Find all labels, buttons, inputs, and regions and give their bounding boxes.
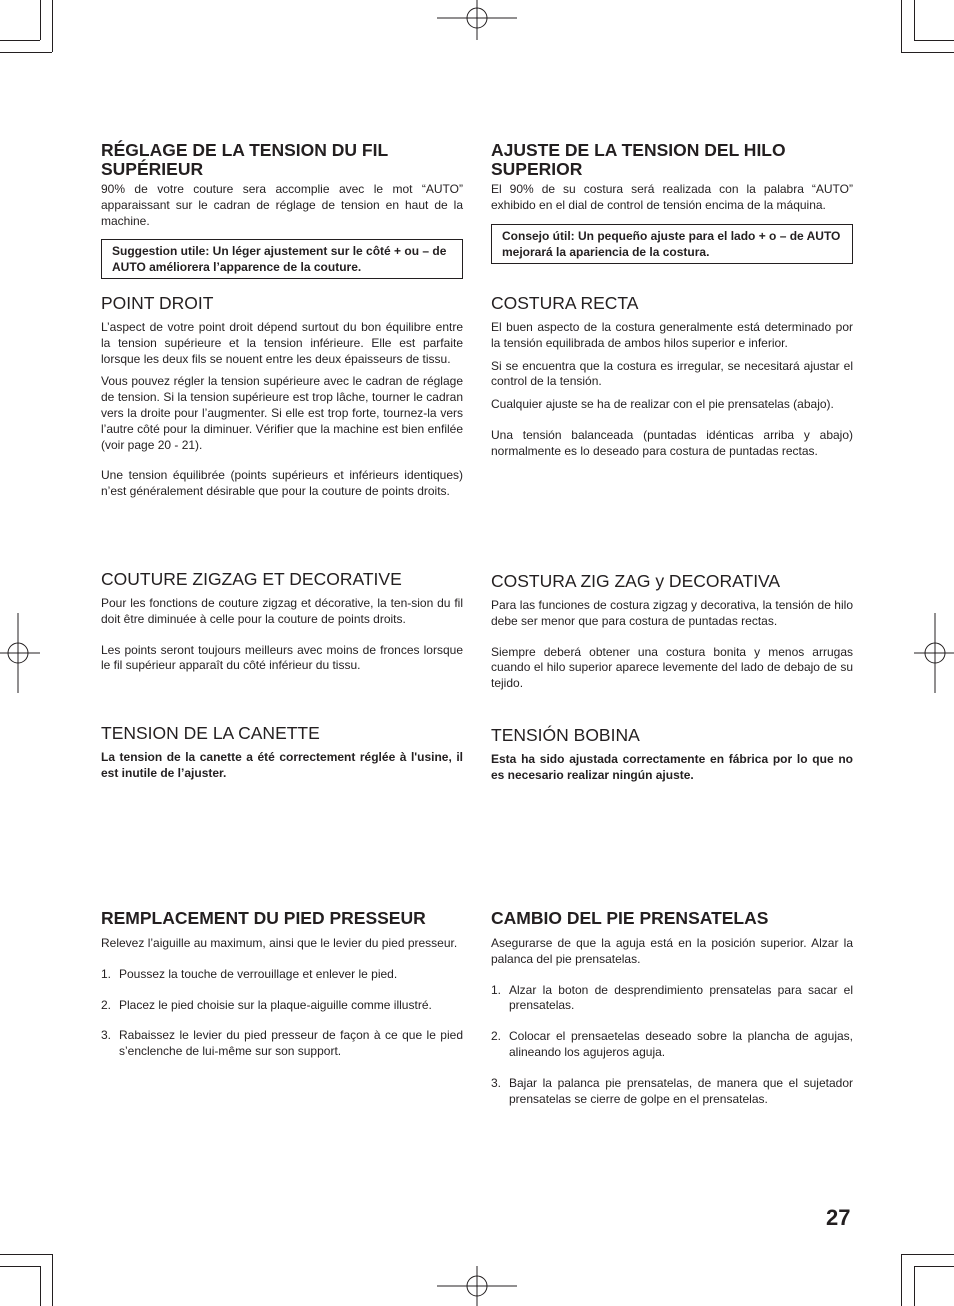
- fr-zigzag-p1: Pour les fonctions de couture zigzag et décorative, la ten-sion du fil doit être diminuée à celle pour la couture de points droits.: [101, 596, 463, 626]
- es-section-presser-foot: [491, 909, 853, 1107]
- fr-presser-foot-steps: [101, 967, 463, 1060]
- fr-straight-stitch-p2: Vous pouvez régler la tension supérieure avec le cadran de réglage de tension. Si la tension supérieure est trop lâche, tourner le cadran vers la droite pour l’augmenter. Si elle est trop forte, tournez-la vers l’autre côté pour la diminuer. Vérifier que la machine est bien enfilée (voir page 20 - 21).: [101, 374, 463, 452]
- es-upper-tension-body: El 90% de su costura será realizada con la palabra “AUTO” exhibido en el dial de control de tensión encima de la máquina.: [491, 182, 853, 212]
- fr-presser-foot-title: REMPLACEMENT DU PIED PRESSEUR: [101, 908, 426, 928]
- es-zigzag-title: COSTURA ZIG ZAG y DECORATIVA: [491, 571, 781, 591]
- es-presser-foot-title: CAMBIO DEL PIE PRENSATELAS: [491, 908, 769, 928]
- registration-mark-top: [437, 0, 517, 40]
- es-section-upper-tension: [491, 141, 853, 264]
- es-zigzag-p1: Para las funciones de costura zigzag y decorativa, la tensión de hilo debe ser menor que para costura de puntadas rectas.: [491, 598, 853, 628]
- fr-section-bobbin: [101, 724, 463, 782]
- fr-straight-stitch-p3: Une tension équilibrée (points supérieurs et inférieurs identiques) n’est généralement désirable que pour la couture de points droits.: [101, 468, 463, 499]
- fr-upper-tension-title: RÉGLAGE DE LA TENSION DU FIL SUPÉRIEUR: [101, 140, 388, 179]
- registration-mark-right: [914, 613, 954, 693]
- registration-mark-left: [0, 613, 40, 693]
- list-item: 2. Colocar el prensaetelas deseado sobre la plancha de agujas, alineando los agujeros aguja.: [491, 1029, 853, 1059]
- fr-upper-tension-tip: Suggestion utile: Un léger ajustement sur le côté + ou – de AUTO améliorera l’apparence de la couture.: [101, 239, 463, 279]
- es-presser-foot-intro: Asegurarse de que la aguja está en la posición superior. Alzar la palanca del pie prensatelas.: [491, 936, 853, 966]
- list-item: 1. Alzar la boton de desprendimiento prensatelas para sacar el prensatelas.: [491, 982, 853, 1013]
- es-upper-tension-tip: Consejo útil: Un pequeño ajuste para el lado + o – de AUTO mejorará la apariencia de la costura.: [491, 224, 853, 264]
- es-presser-foot-steps: [491, 983, 853, 1108]
- es-straight-stitch-p3: Cualquier ajuste se ha de realizar con el pie prensatelas (abajo).: [491, 397, 834, 412]
- list-item: 3. Rabaissez le levier du pied presseur de façon à ce que le pied s’enclenche de lui-même sur son support.: [101, 1028, 463, 1059]
- fr-bobbin-body: La tension de la canette a été correctement réglée à l'usine, il est inutile de l’ajuster.: [101, 750, 463, 780]
- es-section-bobbin: [491, 726, 853, 784]
- fr-zigzag-p2: Les points seront toujours meilleurs avec moins de fronces lorsque le fil supérieur apparaît du côté inférieur du tissu.: [101, 642, 463, 673]
- es-bobbin-title: TENSIÓN BOBINA: [491, 725, 640, 745]
- es-section-zigzag: [491, 572, 853, 692]
- fr-straight-stitch-title: POINT DROIT: [101, 293, 214, 313]
- es-straight-stitch-p2: Si se encuentra que la costura es irregular, se necesitará ajustar el control de la tensión.: [491, 358, 853, 389]
- es-straight-stitch-p4: Una tensión balanceada (puntadas idénticas arriba y abajo) normalmente es lo deseado para costura de puntadas rectas.: [491, 427, 853, 458]
- es-straight-stitch-p1: El buen aspecto de la costura generalmente está determinado por la tensión equilibrada de ambos hilos superior e inferior.: [491, 320, 853, 350]
- es-section-straight-stitch: [491, 294, 853, 460]
- fr-section-presser-foot: [101, 909, 463, 1060]
- fr-presser-foot-intro: Relevez l’aiguille au maximum, ainsi que le levier du pied presseur.: [101, 936, 458, 950]
- list-item: 1. Poussez la touche de verrouillage et enlever le pied.: [101, 966, 398, 981]
- es-bobbin-body: Esta ha sido ajustada correctamente en fábrica por lo que no es necesario realizar ningún ajuste.: [491, 752, 853, 782]
- fr-section-upper-tension: [101, 141, 463, 279]
- fr-section-straight-stitch: [101, 294, 463, 500]
- fr-upper-tension-body: 90% de votre couture sera accomplie avec le mot “AUTO” apparaissant sur le cadran de réglage de tension en haut de la machine.: [101, 182, 463, 228]
- page-number: 27: [826, 1205, 851, 1230]
- es-upper-tension-title: AJUSTE DE LA TENSION DEL HILO SUPERIOR: [491, 140, 786, 179]
- fr-bobbin-title: TENSION DE LA CANETTE: [101, 723, 320, 743]
- fr-section-zigzag: [101, 570, 463, 674]
- fr-straight-stitch-p1: L’aspect de votre point droit dépend surtout du bon équilibre entre la tension supérieure et la tension inférieure. Elle est parfaite lorsque les deux fils se nouent entre les deux épaisseurs de tissu.: [101, 320, 463, 366]
- list-item: 3. Bajar la palanca pie prensatelas, de manera que el sujetador prensatelas se cierre de golpe en el prensatelas.: [491, 1075, 853, 1106]
- es-zigzag-p2: Siempre deberá obtener una costura bonita y menos arrugas cuando el hilo superior aparece levemente del lado de debajo de su tejido.: [491, 644, 853, 691]
- es-straight-stitch-title: COSTURA RECTA: [491, 293, 639, 313]
- fr-zigzag-title: COUTURE ZIGZAG ET DECORATIVE: [101, 569, 402, 589]
- list-item: 2. Placez le pied choisie sur la plaque-aiguille comme illustré.: [101, 997, 432, 1012]
- registration-mark-bottom: [437, 1266, 517, 1306]
